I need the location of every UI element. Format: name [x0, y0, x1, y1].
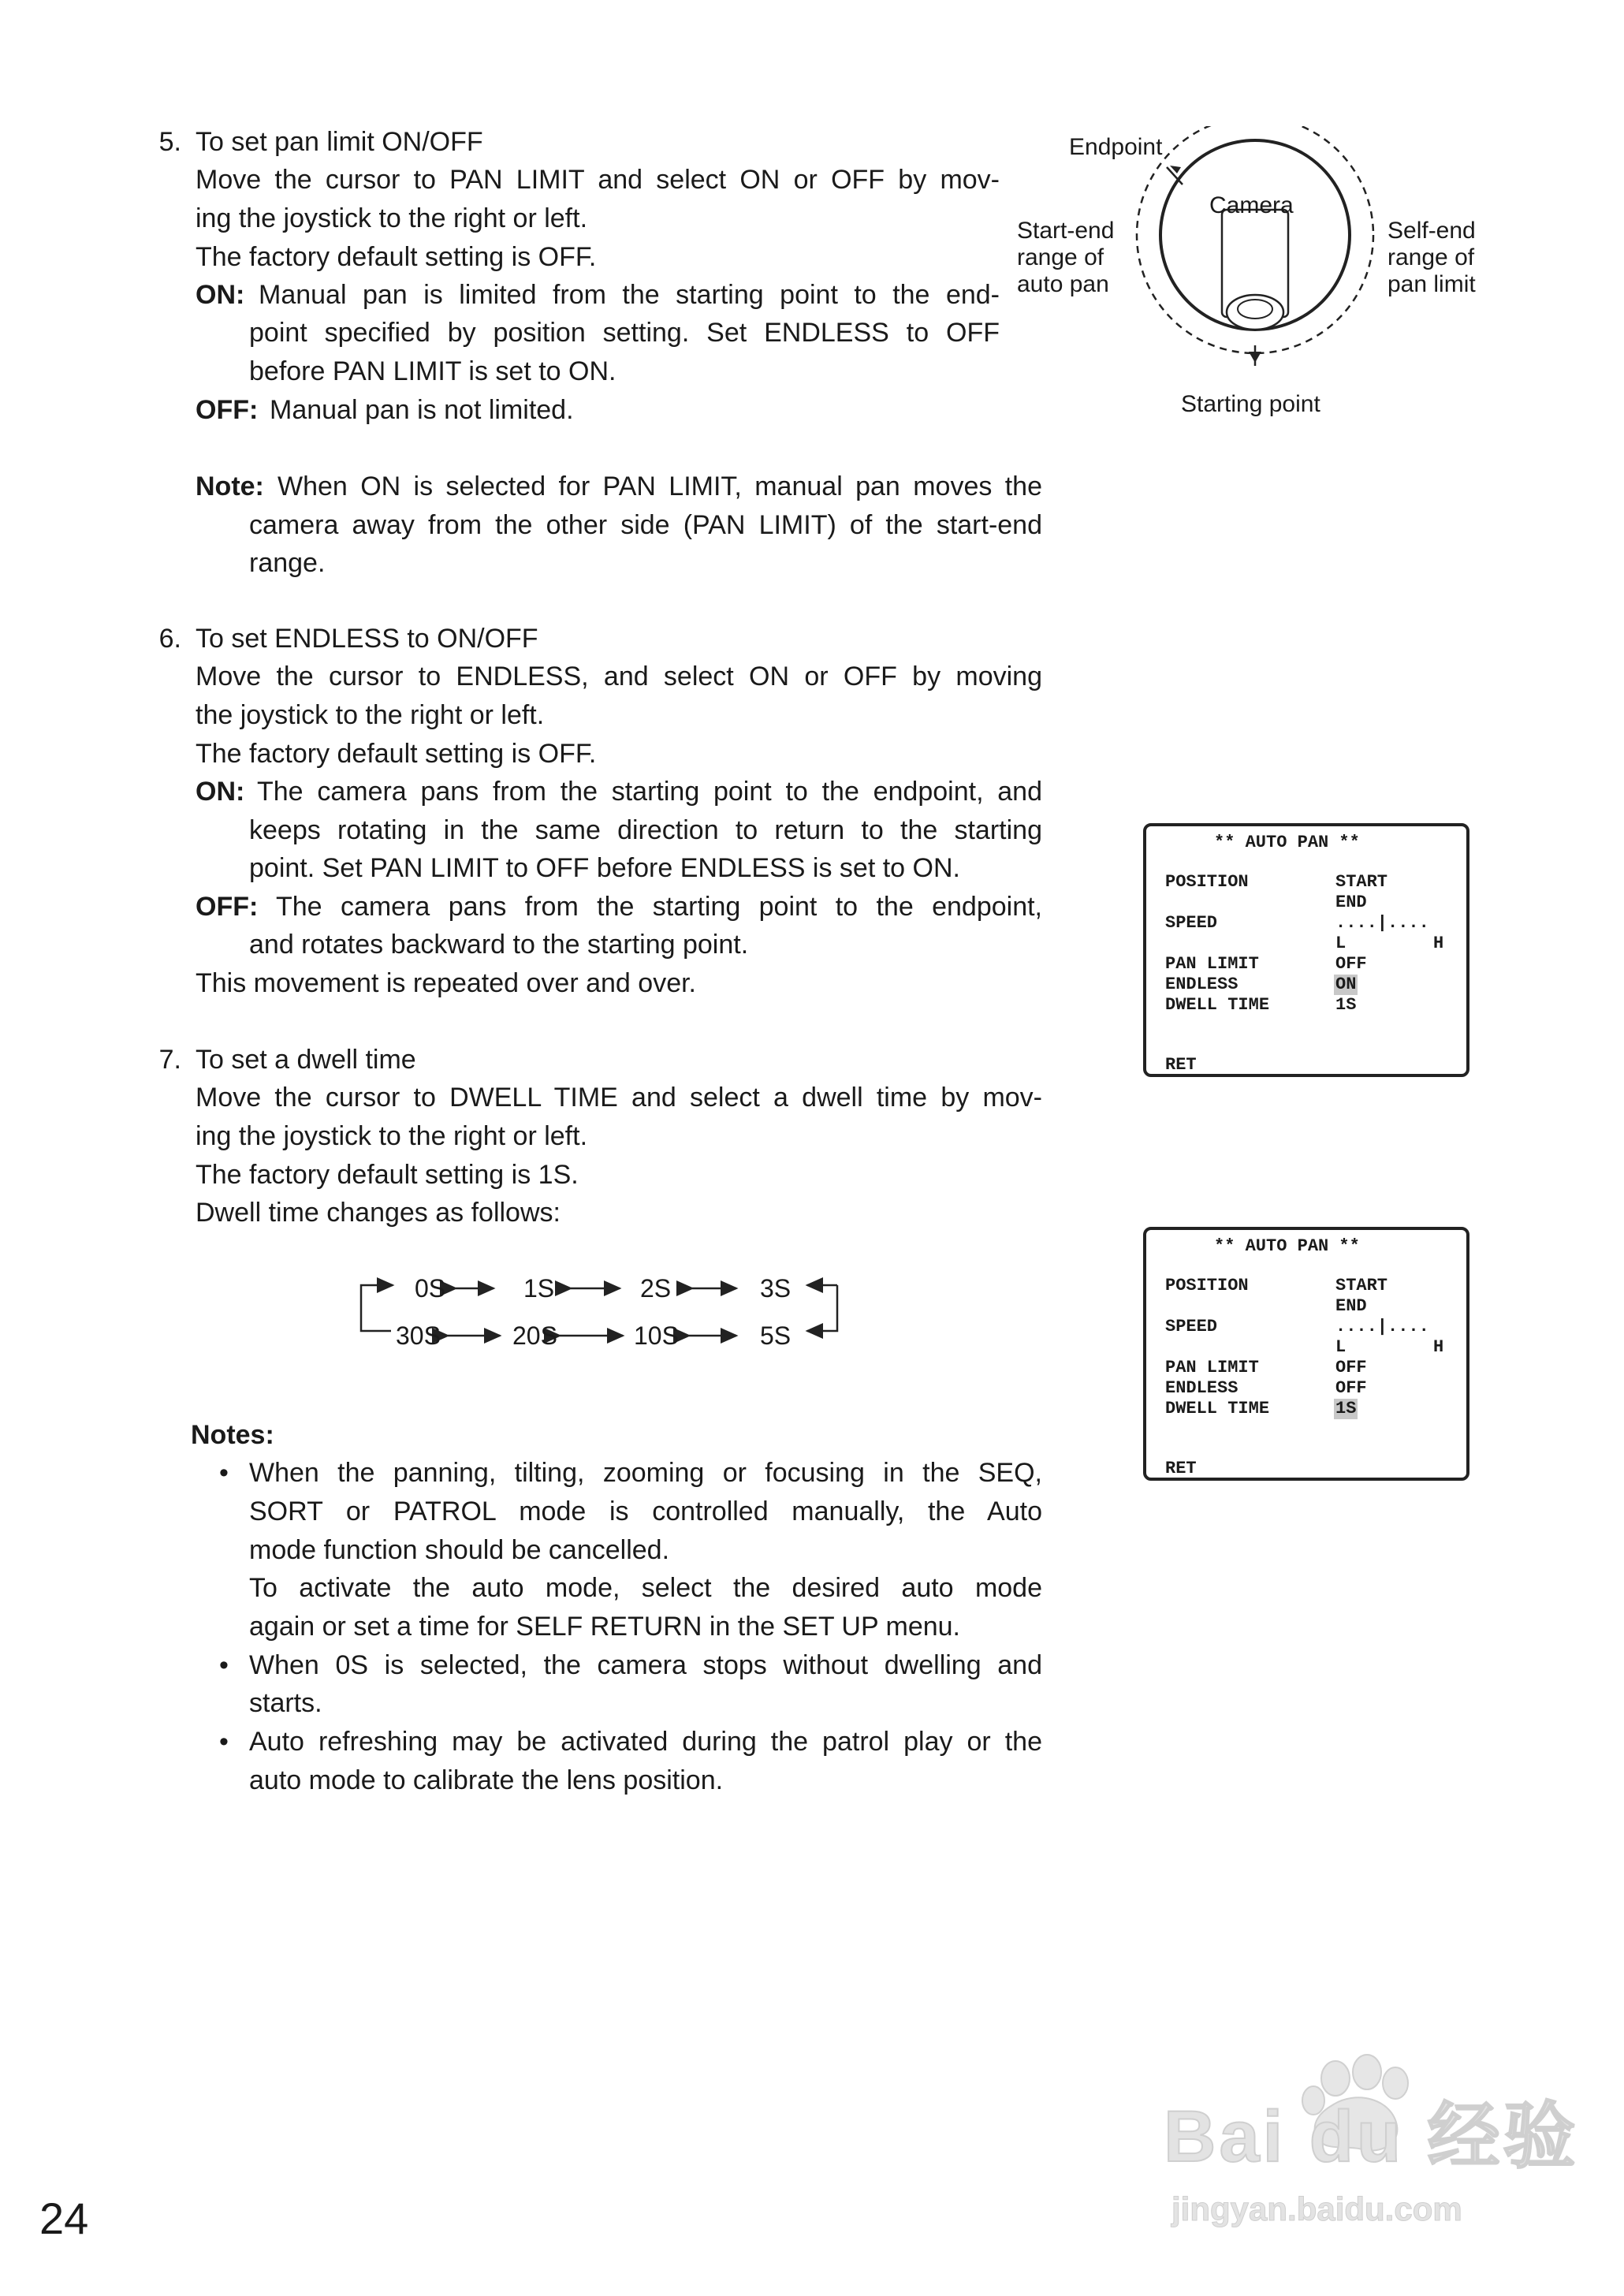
self-end-label: range of	[1387, 244, 1475, 270]
step-number: 6.	[158, 624, 181, 654]
menu-ret: RET	[1165, 1055, 1197, 1075]
menu-value-endless-highlighted: ON	[1335, 975, 1357, 994]
body-line: The factory default setting is OFF.	[196, 739, 597, 769]
menu-value-end: END	[1335, 893, 1367, 912]
body-line: the joystick to the right or left.	[196, 700, 545, 730]
menu-label-endless: ENDLESS	[1165, 1378, 1238, 1398]
start-end-label: Start-end	[1017, 218, 1115, 244]
on-text: before PAN LIMIT is set to ON.	[249, 356, 616, 386]
auto-pan-menu-endless	[1143, 823, 1469, 1077]
menu-value-pan-limit: OFF	[1335, 954, 1367, 974]
body-line: This movement is repeated over and over.	[196, 968, 696, 998]
note-line: auto mode to calibrate the lens position.	[249, 1765, 724, 1795]
on-text: The camera pans from the starting point to the endpoint, and	[257, 777, 1042, 807]
body-line: Move the cursor to PAN LIMIT and select ON or OFF by mov-	[196, 165, 1000, 195]
self-end-label: Self-end	[1387, 218, 1476, 244]
on-text: Manual pan is limited from the starting point to the end-	[259, 280, 1000, 310]
note-line: When the panning, tilting, zooming or focusing in the SEQ,	[249, 1458, 1042, 1488]
bullet: •	[219, 1727, 229, 1757]
menu-label-dwell-time: DWELL TIME	[1165, 1399, 1270, 1418]
menu-speed-low: L	[1335, 934, 1347, 953]
body-line: The factory default setting is OFF.	[196, 242, 597, 272]
dwell-10s: 10S	[634, 1321, 679, 1350]
off-text: Manual pan is not limited.	[270, 395, 574, 425]
menu-label-pan-limit: PAN LIMIT	[1165, 954, 1259, 974]
body-line: Dwell time changes as follows:	[196, 1198, 561, 1228]
body-line: The factory default setting is 1S.	[196, 1160, 579, 1190]
bullet: •	[219, 1458, 229, 1488]
menu-label-pan-limit: PAN LIMIT	[1165, 1358, 1259, 1377]
on-text: point. Set PAN LIMIT to OFF before ENDLESS is set to ON.	[249, 853, 960, 883]
camera-lens-inner	[1238, 300, 1272, 319]
starting-point-label: Starting point	[1181, 391, 1320, 417]
watermark-url: jingyan.baidu.com	[1171, 2190, 1462, 2227]
page-number: 24	[39, 2194, 89, 2243]
starting-point-arrow	[1249, 352, 1261, 363]
step-title: To set ENDLESS to ON/OFF	[196, 624, 538, 654]
dwell-5s: 5S	[760, 1321, 792, 1350]
dwell-3s: 3S	[760, 1274, 792, 1303]
step-number: 5.	[158, 127, 181, 157]
dwell-30s: 30S	[396, 1321, 441, 1350]
menu-speed-low: L	[1335, 1337, 1347, 1357]
on-text: point specified by position setting. Set ENDLESS to OFF	[249, 318, 1000, 348]
note-label: Note:	[196, 472, 264, 501]
note-line: When 0S is selected, the camera stops without dwelling and	[249, 1650, 1042, 1680]
menu-label-position: POSITION	[1165, 1276, 1249, 1295]
menu-value-endless: OFF	[1335, 1378, 1367, 1398]
off-text: and rotates backward to the starting point.	[249, 930, 749, 960]
menu-speed-scale: ....|....	[1335, 913, 1429, 933]
note-line: To activate the auto mode, select the desired auto mode	[249, 1573, 1042, 1603]
menu-speed-high: H	[1433, 1337, 1444, 1357]
camera-label: Camera	[1209, 192, 1294, 218]
endpoint-label: Endpoint	[1069, 134, 1163, 160]
on-label: ON:	[196, 777, 245, 807]
on-text: keeps rotating in the same direction to return to the starting	[249, 815, 1042, 845]
note-line: starts.	[249, 1688, 322, 1718]
menu-label-speed: SPEED	[1165, 1317, 1218, 1336]
body-line: Move the cursor to DWELL TIME and select a dwell time by mov-	[196, 1083, 1042, 1113]
pan-circle-diagram	[1088, 126, 1403, 402]
auto-pan-menu-dwell	[1143, 1227, 1469, 1481]
bullet: •	[219, 1650, 229, 1680]
body-line: ing the joystick to the right or left.	[196, 203, 588, 233]
menu-title: ** AUTO PAN **	[1214, 1236, 1360, 1256]
menu-value-pan-limit: OFF	[1335, 1358, 1367, 1377]
menu-value-dwell-highlighted: 1S	[1335, 1399, 1357, 1418]
off-text: The camera pans from the starting point to the endpoint,	[276, 892, 1042, 922]
off-label: OFF:	[196, 892, 259, 922]
step-title: To set pan limit ON/OFF	[196, 127, 483, 157]
dwell-2s: 2S	[640, 1274, 672, 1303]
on-label: ON:	[196, 280, 245, 310]
step-number: 7.	[158, 1045, 181, 1075]
menu-value-start: START	[1335, 872, 1388, 892]
notes-heading: Notes:	[191, 1420, 274, 1450]
menu-value-start: START	[1335, 1276, 1388, 1295]
menu-speed-scale: ....|....	[1335, 1317, 1429, 1336]
note-line: Auto refreshing may be activated during the patrol play or the	[249, 1727, 1042, 1757]
menu-label-speed: SPEED	[1165, 913, 1218, 933]
note-line: again or set a time for SELF RETURN in the SET UP menu.	[249, 1612, 960, 1642]
note-line: SORT or PATROL mode is controlled manually, the Auto	[249, 1496, 1042, 1526]
self-end-label: pan limit	[1387, 271, 1476, 297]
dwell-20s: 20S	[512, 1321, 557, 1350]
menu-label-dwell-time: DWELL TIME	[1165, 995, 1270, 1015]
start-end-label: range of	[1017, 244, 1104, 270]
menu-label-position: POSITION	[1165, 872, 1249, 892]
menu-title: ** AUTO PAN **	[1214, 833, 1360, 852]
menu-value-dwell-time: 1S	[1335, 995, 1357, 1015]
watermark-brand: Bai du 经验	[1164, 2097, 1579, 2177]
menu-speed-high: H	[1433, 934, 1444, 953]
note-text: range.	[249, 548, 326, 578]
body-line: ing the joystick to the right or left.	[196, 1121, 588, 1151]
step-title: To set a dwell time	[196, 1045, 416, 1075]
off-label: OFF:	[196, 395, 259, 425]
start-end-label: auto pan	[1017, 271, 1109, 297]
dwell-0s: 0S	[415, 1274, 446, 1303]
menu-ret: RET	[1165, 1459, 1197, 1478]
note-text: camera away from the other side (PAN LIMIT) of the start-end	[249, 510, 1042, 540]
note-line: mode function should be cancelled.	[249, 1535, 670, 1565]
menu-label-endless: ENDLESS	[1165, 975, 1238, 994]
note-text: When ON is selected for PAN LIMIT, manual pan moves the	[277, 472, 1042, 501]
body-line: Move the cursor to ENDLESS, and select ON or OFF by moving	[196, 662, 1042, 691]
menu-value-end: END	[1335, 1296, 1367, 1316]
dwell-1s: 1S	[523, 1274, 555, 1303]
